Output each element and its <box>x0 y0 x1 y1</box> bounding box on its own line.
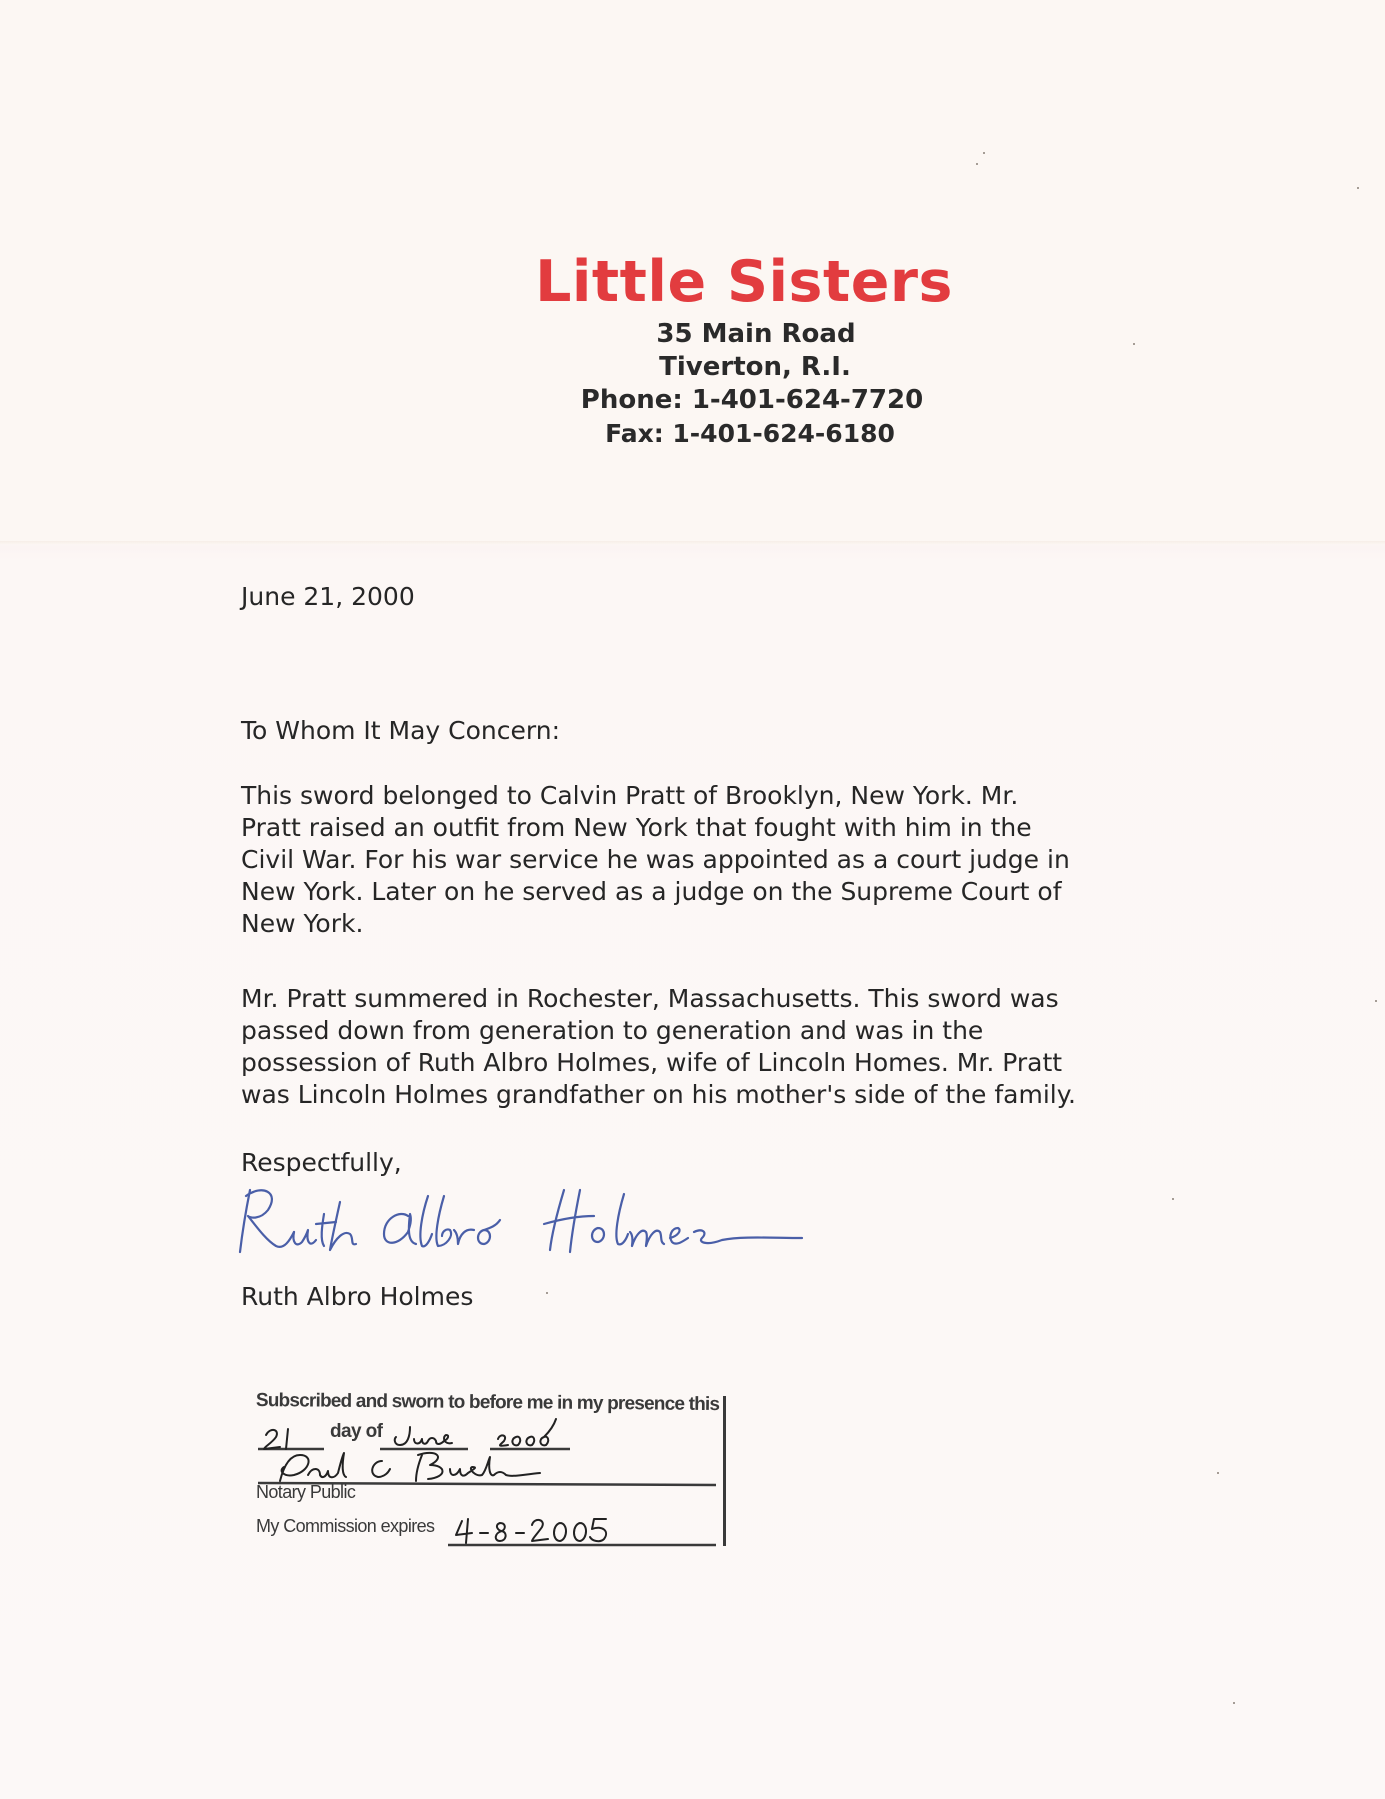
body-paragraph-2: Mr. Pratt summered in Rochester, Massachusetts. This sword was passed down from generation to generation and was in the possession of Ruth Albro Holmes, wife of Lincoln Homes. Mr. Pratt was Lincoln Holmes grandfather on his mother's side of the family. <box>241 984 1076 1109</box>
address-street: 35 Main Road <box>656 319 856 349</box>
company-name: Little Sisters <box>535 249 953 315</box>
paper-speck <box>1233 1702 1235 1704</box>
printed-signer-name: Ruth Albro Holmes <box>241 1282 474 1311</box>
paper-speck <box>983 152 985 154</box>
notary-handwriting <box>250 1405 740 1555</box>
letterhead <box>480 250 1040 450</box>
paper-speck <box>1133 343 1135 345</box>
address-city: Tiverton, R.I. <box>659 352 851 382</box>
paper-speck <box>546 1292 548 1294</box>
paper-speck <box>1357 187 1359 189</box>
paper-speck <box>976 163 978 165</box>
commission-expires-label: My Commission expires <box>256 1516 435 1536</box>
handwritten-signature <box>232 1180 832 1270</box>
body-paragraph-1: This sword belonged to Calvin Pratt of Brooklyn, New York. Mr. Pratt raised an outfit from New York that fought with him in the Civil War. For his war service he was appointed as a court judge in New York. Later on he served as a judge on the Supreme Court of New York. <box>241 781 1070 938</box>
phone-number: Phone: 1-401-624-7720 <box>580 385 924 415</box>
paper-speck <box>1172 1198 1174 1200</box>
notary-oath-text: Subscribed and sworn to before me in my presence this <box>255 1390 720 1416</box>
salutation: To Whom It May Concern: <box>241 716 561 745</box>
closing: Respectfully, <box>241 1148 402 1177</box>
paper-fold <box>0 541 1385 544</box>
notary-day-of-label: day of <box>330 1421 383 1442</box>
paper-speck <box>1217 1472 1219 1474</box>
fax-number: Fax: 1-401-624-6180 <box>605 419 895 448</box>
notary-public-label: Notary Public <box>256 1482 356 1502</box>
paper-speck <box>1375 1000 1377 1002</box>
letter-date: June 21, 2000 <box>241 582 415 611</box>
